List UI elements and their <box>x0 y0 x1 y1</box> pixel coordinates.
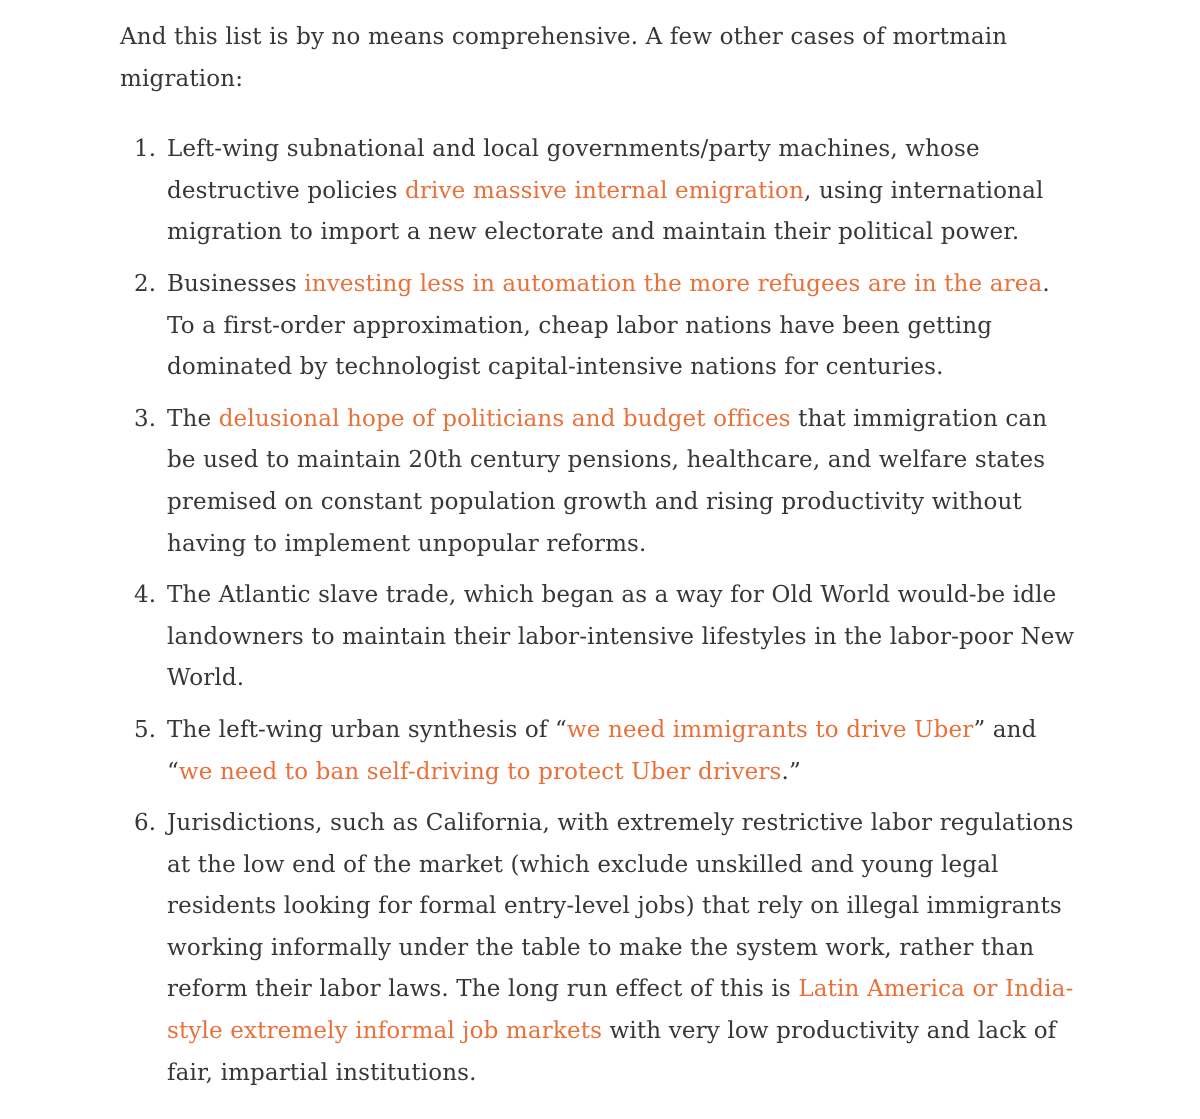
list-number: 5. <box>134 716 157 743</box>
item-text: The <box>167 405 219 432</box>
link-ban-self-driving[interactable]: we need to ban self-driving to protect Uber drivers <box>178 758 782 785</box>
article-body <box>120 0 1075 1104</box>
list-item <box>120 399 1075 565</box>
list-item <box>120 803 1075 1094</box>
link-informal-job-markets[interactable]: Latin America or India-style extremely informal job markets <box>167 976 1074 1045</box>
list-item <box>120 710 1075 793</box>
item-text: . To a first-order approximation, cheap labor nations have been getting dominated by technologist capital-intensive nations for centuries. <box>167 270 1050 381</box>
list-number: 1. <box>134 136 157 163</box>
link-automation-refugees[interactable]: investing less in automation the more refugees are in the area <box>304 270 1043 297</box>
link-immigrants-drive-uber[interactable]: we need immigrants to drive Uber <box>566 716 974 743</box>
item-text: ” and “ <box>167 716 1037 785</box>
list-number: 6. <box>134 810 157 837</box>
item-text: .” <box>781 758 801 785</box>
list-item <box>120 129 1075 254</box>
list-number: 2. <box>134 270 157 297</box>
item-text: Left-wing subnational and local governments/party machines, whose destructive policies <box>167 136 980 204</box>
numbered-list <box>120 129 1075 1094</box>
item-text: Jurisdictions, such as California, with extremely restrictive labor regulations at the low end of the market (which exclude unskilled and young legal residents looking for formal entry-level jobs) that rely on illegal immigrants working informally under the table to make the system work, rather than reform their labor laws. The long run effect of this is <box>167 810 1074 1003</box>
item-text: that immigration can be used to maintain 20th century pensions, healthcare, and welfare states premised on constant population growth and rising productivity without having to implement unpopular reforms. <box>167 405 1048 557</box>
item-text: The Atlantic slave trade, which began as a way for Old World would-be idle landowners to maintain their labor-intensive lifestyles in the labor-poor New World. <box>167 582 1075 692</box>
list-item <box>120 264 1075 389</box>
item-text: The left-wing urban synthesis of “ <box>167 716 567 743</box>
item-text: with very low productivity and lack of fair, impartial institutions. <box>167 1018 1057 1086</box>
item-text: , using international migration to import a new electorate and maintain their political power. <box>167 177 1044 246</box>
list-number: 3. <box>134 405 157 432</box>
list-number: 4. <box>134 582 157 609</box>
intro-paragraph: And this list is by no means comprehensive. A few other cases of mortmain migration: <box>120 24 1008 92</box>
list-item <box>120 575 1075 700</box>
link-delusional-hope[interactable]: delusional hope of politicians and budget offices <box>218 405 791 432</box>
link-internal-emigration[interactable]: drive massive internal emigration <box>404 177 805 204</box>
item-text: Businesses <box>167 270 305 297</box>
